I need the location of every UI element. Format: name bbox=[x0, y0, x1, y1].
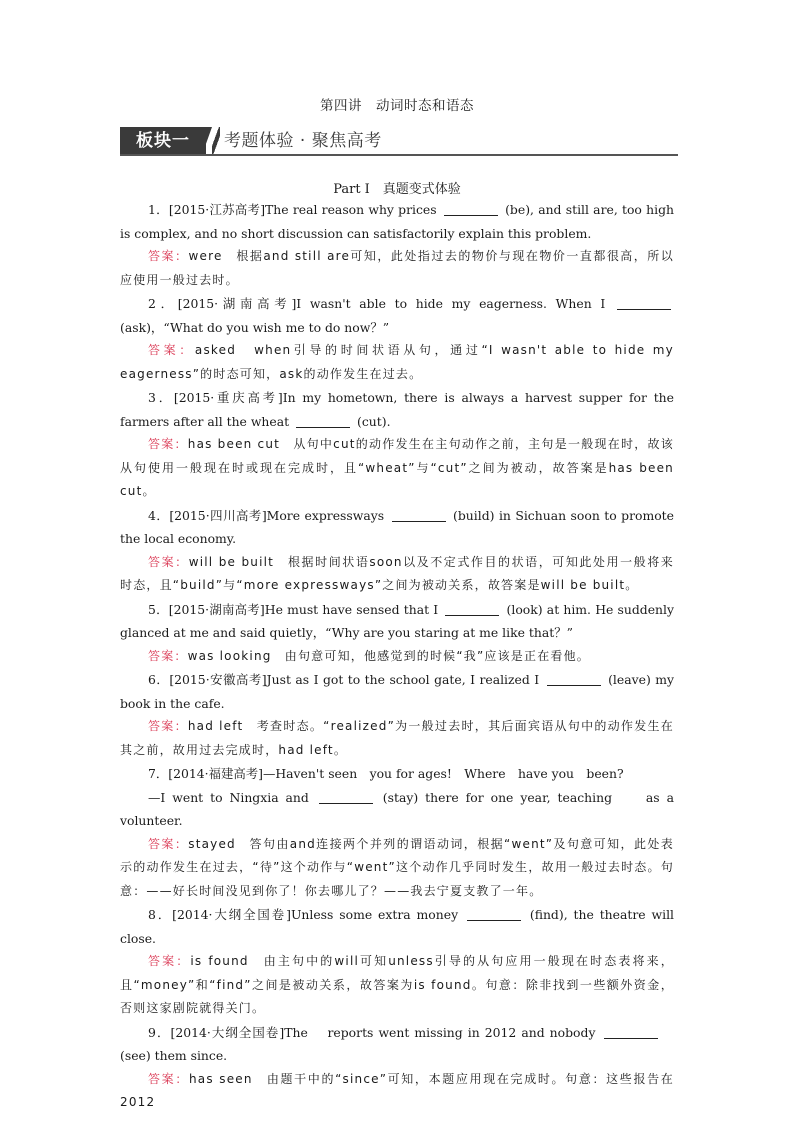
question-text: (see) them since. bbox=[120, 1024, 675, 1063]
question-text: 7．[2014·福建高考]—Haven't seen you for ages! Where have you been? bbox=[148, 766, 624, 781]
banner-rule bbox=[120, 154, 678, 156]
answer-blank bbox=[445, 602, 499, 616]
answer-blank bbox=[392, 508, 446, 522]
answer-text: was looking 由句意可知，他感觉到的时候“我”应该是正在看他。 bbox=[187, 648, 591, 663]
question-9 bbox=[120, 1021, 674, 1068]
question-text: 4．[2015·四川高考]More expressways bbox=[148, 507, 389, 523]
question-text: (be), and still are, too high is complex, and no short discussion can satisfactorily explain this problem. bbox=[120, 202, 674, 241]
question-text: (leave) my book in the cafe. bbox=[120, 672, 674, 711]
question-text: 8．[2014·大纲全国卷]Unless some extra money bbox=[148, 907, 464, 922]
question-text: 2．[2015·湖南高考]I wasn't able to hide my eagerness. When I bbox=[148, 296, 614, 311]
answer-9 bbox=[120, 1068, 674, 1115]
question-2 bbox=[120, 292, 674, 339]
question-list bbox=[120, 198, 674, 1115]
answer-text: asked when引导的时间状语从句，通过“I wasn't able to hide my eagerness”的时态可知，ask的动作发生在过去。 bbox=[120, 343, 674, 381]
answer-label: 答案： bbox=[148, 719, 188, 733]
answer-text: has seen 由题干中的“since”可知，本题应用现在完成时。句意：这些报告在2012 bbox=[120, 1071, 674, 1109]
answer-3 bbox=[120, 433, 674, 504]
banner-slash bbox=[202, 127, 212, 155]
question-4 bbox=[120, 504, 674, 551]
answer-blank bbox=[617, 296, 671, 310]
question-text: (build) in Sichuan soon to promote the local economy. bbox=[120, 507, 674, 546]
answer-label: 答案： bbox=[148, 1071, 189, 1086]
answer-text: had left 考查时态。“realized”为一般过去时，其后面宾语从句中的动作发生在其之前，故用过去完成时，had left。 bbox=[120, 719, 674, 757]
answer-label: 答案： bbox=[148, 249, 189, 263]
answer-blank bbox=[319, 790, 373, 804]
question-text: —I went to Ningxia and bbox=[148, 789, 316, 805]
answer-label: 答案： bbox=[148, 648, 188, 663]
question-text: 6．[2015·安徽高考]Just as I got to the school gate, I realized I bbox=[148, 672, 544, 687]
section-banner bbox=[120, 127, 678, 157]
question-5 bbox=[120, 598, 674, 645]
answer-label: 答案： bbox=[148, 554, 189, 569]
answer-text: were 根据and still are可知，此处指过去的物价与现在物价一直都很高，所以应使用一般过去时。 bbox=[120, 249, 675, 287]
answer-6 bbox=[120, 715, 674, 762]
answer-blank bbox=[547, 672, 601, 686]
banner-dark-label: 板块一 bbox=[120, 127, 206, 155]
question-7 bbox=[120, 762, 674, 786]
question-6 bbox=[120, 668, 674, 715]
question-3 bbox=[120, 386, 674, 433]
answer-8 bbox=[120, 950, 674, 1021]
answer-blank bbox=[296, 414, 350, 428]
answer-label: 答案： bbox=[148, 437, 188, 451]
question-text: 3．[2015·重庆高考]In my hometown, there is always a harvest supper for the farmers after all the wheat bbox=[120, 390, 674, 429]
answer-1 bbox=[120, 245, 674, 292]
question-text: (cut). bbox=[353, 413, 391, 429]
answer-label: 答案： bbox=[148, 343, 195, 357]
banner-light-label: 考题体验 · 聚焦高考 bbox=[224, 131, 382, 151]
question-text: 9．[2014·大纲全国卷]The reports went missing in 2012 and nobody bbox=[148, 1024, 601, 1040]
answer-4 bbox=[120, 551, 674, 598]
answer-text: has been cut 从句中cut的动作发生在主句动作之前，主句是一般现在时，故该从句使用一般现在时或现在完成时，且“wheat”与“cut”之间为被动，故答案是has been cut。 bbox=[120, 437, 674, 498]
question-text: (ask)，“What do you wish me to do now？” bbox=[120, 319, 390, 335]
answer-blank bbox=[604, 1025, 658, 1039]
answer-2 bbox=[120, 339, 674, 386]
banner-slash-2 bbox=[212, 127, 220, 155]
question-text: 1．[2015·江苏高考]The real reason why prices bbox=[148, 202, 441, 217]
answer-blank bbox=[444, 202, 498, 216]
answer-label: 答案： bbox=[148, 954, 191, 968]
page-title: 第四讲 动词时态和语态 bbox=[320, 98, 474, 114]
answer-text: stayed 答句由and连接两个并列的谓语动词，根据“went”及句意可知，此处表示的动作发生在过去，“待”这个动作与“went”这个动作几乎同时发生，故用一般过去时态。句意：——好长时间没见到你了！你去哪儿了？——我去宁夏支教了一年。 bbox=[120, 836, 674, 898]
question-text: (look) at him. He suddenly glanced at me and said quietly，“Why are you staring at me like that？” bbox=[120, 601, 675, 640]
question-8 bbox=[120, 903, 674, 950]
answer-label: 答案： bbox=[148, 836, 189, 851]
question-text: (find), the theatre will close. bbox=[120, 907, 674, 946]
question-text: 5．[2015·湖南高考]He must have sensed that I bbox=[148, 601, 443, 617]
part-title: Part Ⅰ 真题变式体验 bbox=[333, 182, 461, 197]
answer-text: will be built 根据时间状语soon以及不定式作目的状语，可知此处用一般将来时态，且“build”与“more expressways”之间为被动关系，故答案是will be built。 bbox=[120, 554, 674, 592]
answer-text: is found 由主句中的will可知unless引导的从句应用一般现在时态表将来，且“money”和“find”之间是被动关系，故答案为is found。句意：除非找到一些额外资金，否则这家剧院就得关门。 bbox=[120, 954, 674, 1015]
answer-blank bbox=[467, 907, 521, 921]
answer-7 bbox=[120, 833, 674, 904]
question-7-reply bbox=[120, 786, 674, 833]
question-1 bbox=[120, 198, 674, 245]
question-text: (stay) there for one year, teaching as a volunteer. bbox=[120, 789, 674, 828]
answer-5 bbox=[120, 645, 674, 669]
